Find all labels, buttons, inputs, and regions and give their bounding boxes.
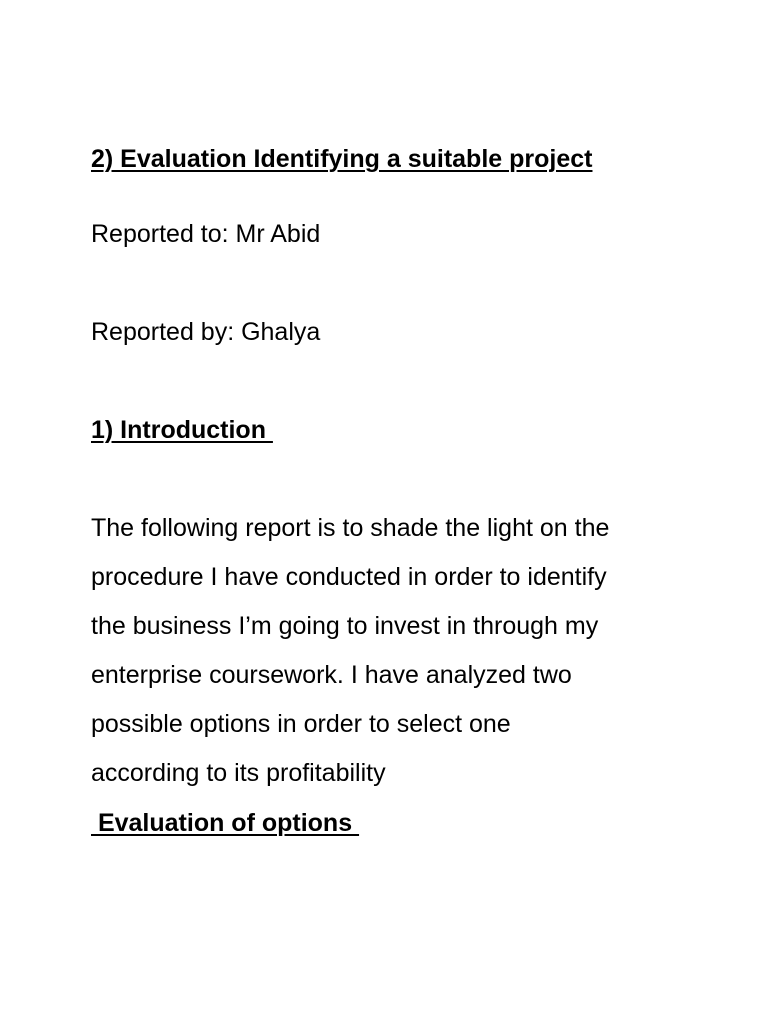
intro-paragraph-line: according to its profitability — [91, 759, 386, 787]
intro-paragraph-line: The following report is to shade the light on the — [91, 514, 610, 542]
reported-by: Reported by: Ghalya — [91, 318, 321, 346]
document-title: 2) Evaluation Identifying a suitable project — [91, 145, 593, 173]
intro-paragraph-line: enterprise coursework. I have analyzed two — [91, 661, 572, 689]
intro-paragraph-line: procedure I have conducted in order to identify — [91, 563, 607, 591]
reported-to: Reported to: Mr Abid — [91, 220, 321, 248]
introduction-heading: 1) Introduction — [91, 416, 273, 444]
intro-paragraph-line: the business I’m going to invest in through my — [91, 612, 599, 640]
intro-paragraph-line: possible options in order to select one — [91, 710, 511, 738]
evaluation-of-options-heading: Evaluation of options — [91, 809, 360, 837]
